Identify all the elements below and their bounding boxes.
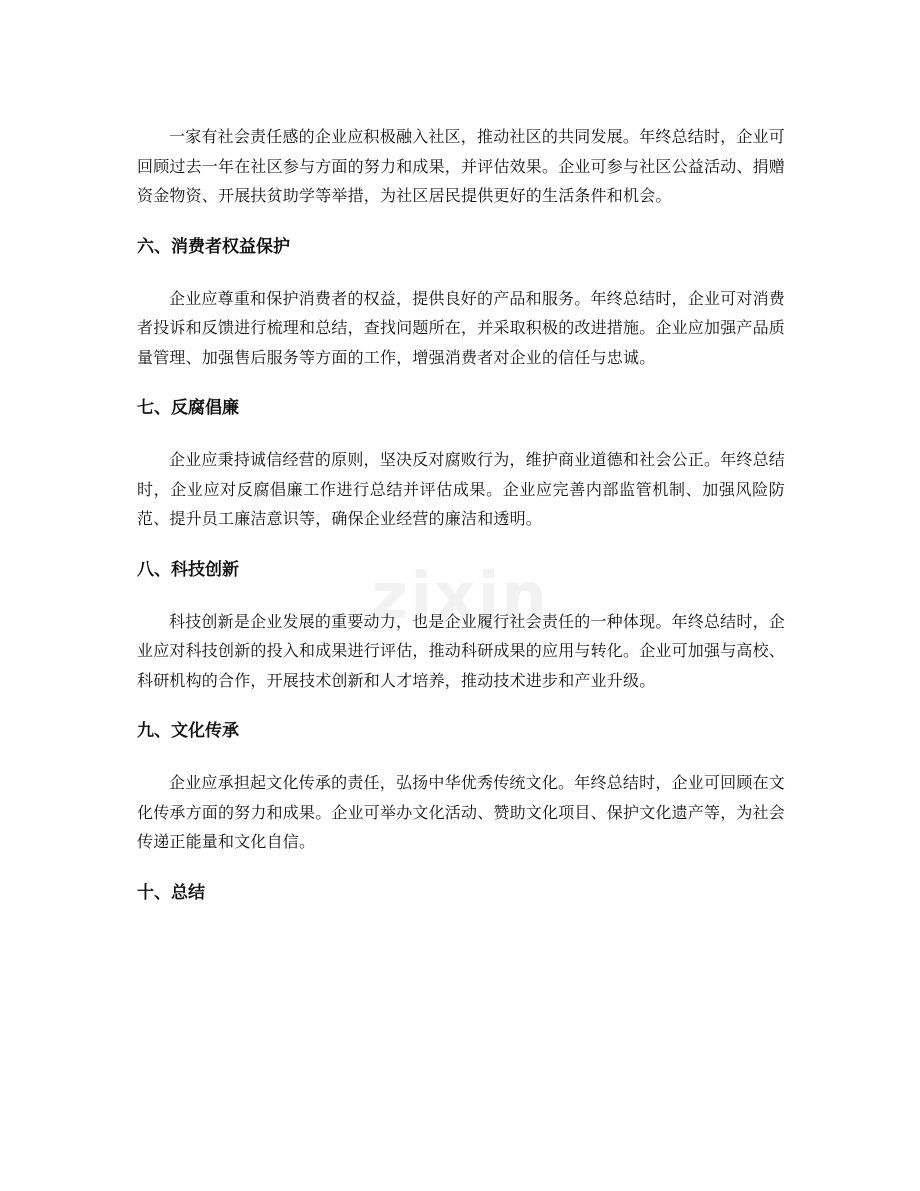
section-paragraph-consumer-rights: 企业应尊重和保护消费者的权益，提供良好的产品和服务。年终总结时，企业可对消费者投诉和反馈进行梳理和总结，查找问题所在，并采取积极的改进措施。企业应加强产品质量管理、加强售后服务等方面的工作，增强消费者对企业的信任与忠诚。 xyxy=(137,288,786,367)
section-heading-summary: 十、总结 xyxy=(137,882,205,903)
document-body xyxy=(137,122,785,930)
section-paragraph-anti-corruption: 企业应秉持诚信经营的原则，坚决反对腐败行为，维护商业道德和社会公正。年终总结时，企业应对反腐倡廉工作进行总结并评估成果。企业应完善内部监管机制、加强风险防范、提升员工廉洁意识等，确保企业经营的廉洁和透明。 xyxy=(137,450,785,528)
section-paragraph-tech-innovation: 科技创新是企业发展的重要动力，也是企业履行社会责任的一种体现。年终总结时，企业应对科技创新的投入和成果进行评估，推动科研成果的应用与转化。企业可加强与高校、科研机构的合作，开展技术创新和人才培养，推动技术进步和产业升级。 xyxy=(137,611,786,690)
watermark: zixin xyxy=(371,560,549,634)
section-heading-tech-innovation: 八、科技创新 xyxy=(137,559,239,580)
section-heading-cultural-heritage: 九、文化传承 xyxy=(137,721,239,741)
section-paragraph-cultural-heritage: 企业应承担起文化传承的责任，弘扬中华优秀传统文化。年终总结时，企业可回顾在文化传承方面的努力和成果。企业可举办文化活动、赞助文化项目、保护文化遗产等，为社会传递正能量和文化自信。 xyxy=(137,773,786,851)
section-heading-consumer-rights: 六、消费者权益保护 xyxy=(137,236,290,257)
intro-paragraph: 一家有社会责任感的企业应积极融入社区，推动社区的共同发展。年终总结时，企业可回顾过去一年在社区参与方面的努力和成果，并评估效果。企业可参与社区公益活动、捐赠资金物资、开展扶贫助学等举措，为社区居民提供更好的生活条件和机会。 xyxy=(137,127,786,205)
section-heading-anti-corruption: 七、反腐倡廉 xyxy=(137,398,239,418)
